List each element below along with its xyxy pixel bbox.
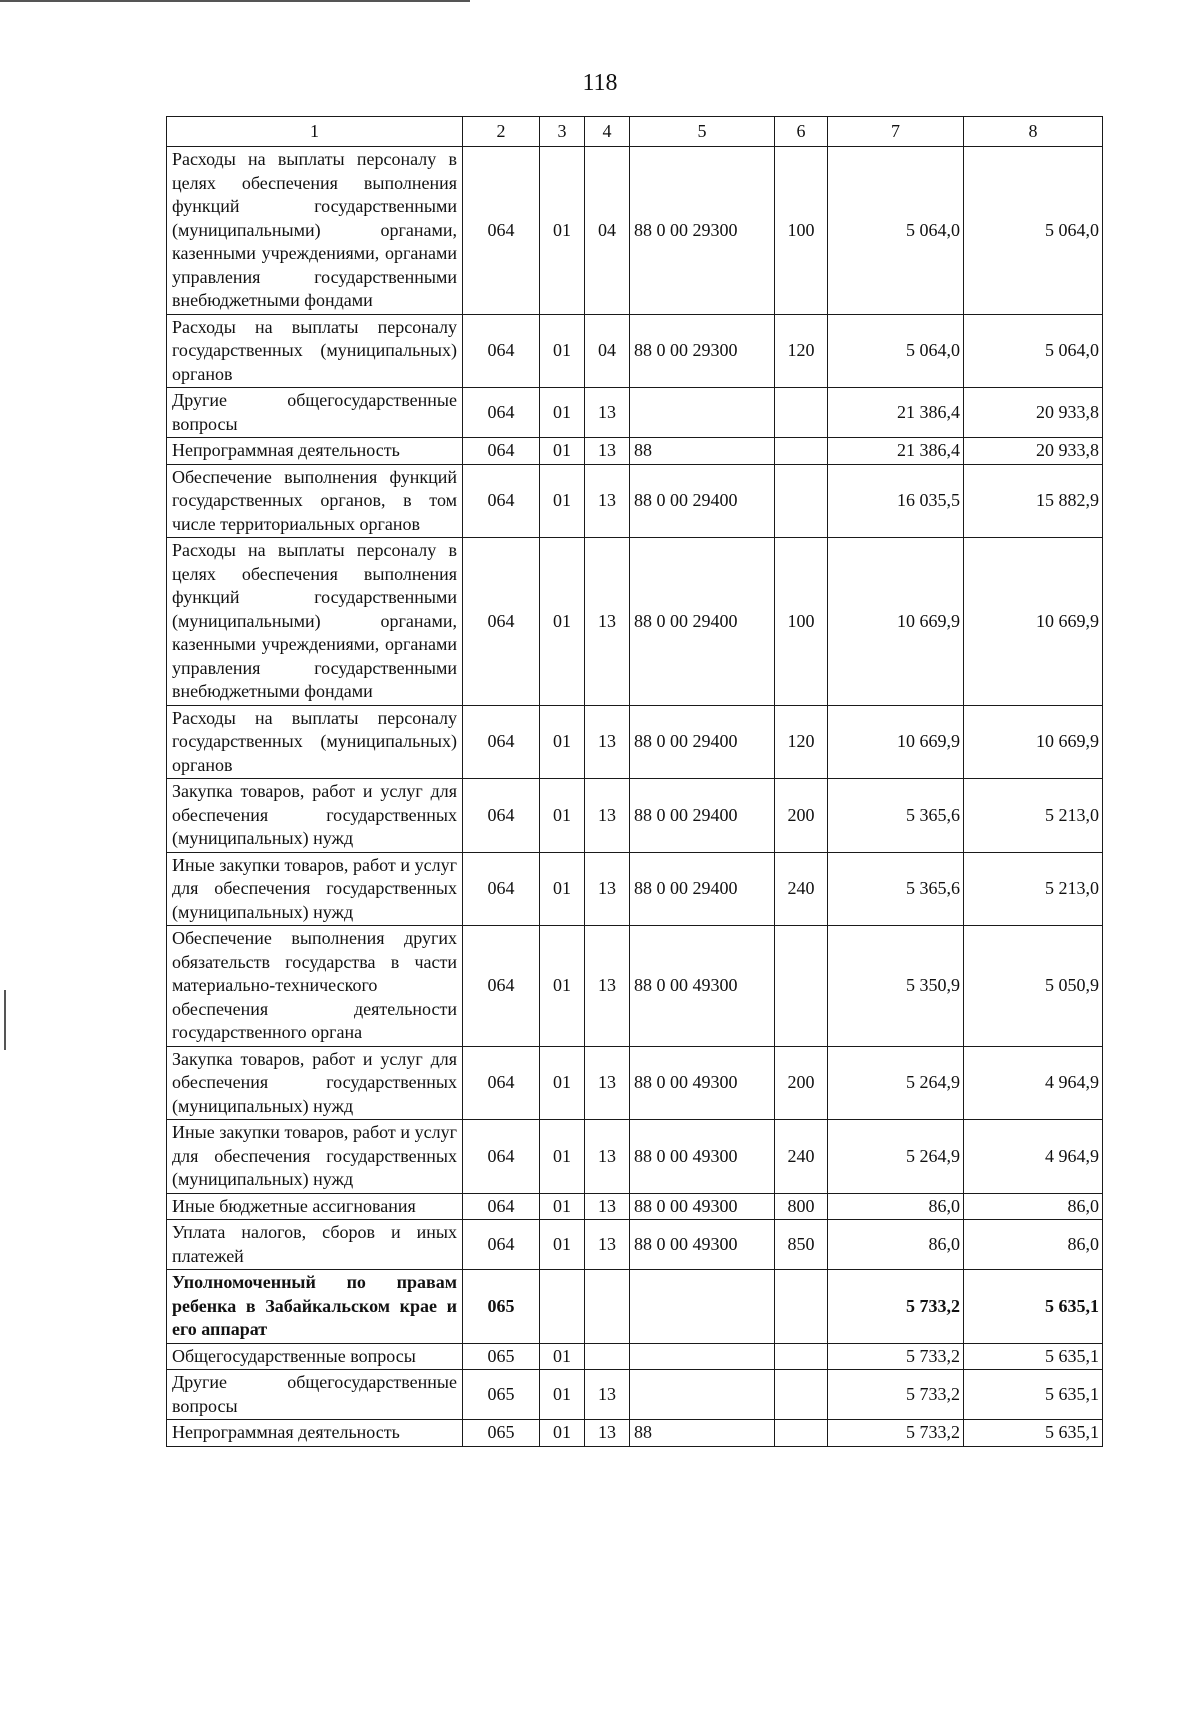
header-col-4: 4 [585, 117, 630, 147]
ministry-code-cell: 064 [463, 388, 540, 438]
target-article-cell [630, 1270, 775, 1344]
target-article-cell: 88 0 00 29400 [630, 538, 775, 706]
ministry-code-cell: 065 [463, 1343, 540, 1370]
subsection-code-cell: 13 [585, 1046, 630, 1120]
amount-col7-cell: 5 264,9 [828, 1046, 964, 1120]
header-col-8: 8 [964, 117, 1103, 147]
amount-col7-cell: 10 669,9 [828, 705, 964, 779]
table-row [167, 1270, 1103, 1344]
target-article-cell: 88 0 00 49300 [630, 926, 775, 1047]
section-code-cell: 01 [540, 147, 585, 315]
subsection-code-cell: 13 [585, 464, 630, 538]
expense-name-cell: Непрограммная деятельность [167, 1420, 463, 1447]
amount-col7-cell: 5 350,9 [828, 926, 964, 1047]
table-row [167, 314, 1103, 388]
expense-type-cell: 100 [775, 538, 828, 706]
amount-col8-cell: 5 213,0 [964, 779, 1103, 853]
section-code-cell: 01 [540, 1046, 585, 1120]
table-row [167, 779, 1103, 853]
expense-name-cell: Закупка товаров, работ и услуг для обеспечения государственных (муниципальных) нужд [167, 779, 463, 853]
ministry-code-cell: 064 [463, 1046, 540, 1120]
header-col-7: 7 [828, 117, 964, 147]
section-code-cell: 01 [540, 705, 585, 779]
table-row [167, 1120, 1103, 1194]
expense-type-cell: 200 [775, 1046, 828, 1120]
subsection-code-cell: 04 [585, 314, 630, 388]
section-code-cell: 01 [540, 926, 585, 1047]
section-code-cell: 01 [540, 1120, 585, 1194]
expense-name-cell: Уполномоченный по правам ребенка в Забайкальском крае и его аппарат [167, 1270, 463, 1344]
target-article-cell: 88 0 00 29400 [630, 705, 775, 779]
expense-name-cell: Иные закупки товаров, работ и услуг для обеспечения государственных (муниципальных) нужд [167, 1120, 463, 1194]
target-article-cell: 88 0 00 49300 [630, 1046, 775, 1120]
target-article-cell: 88 [630, 1420, 775, 1447]
subsection-code-cell: 13 [585, 705, 630, 779]
expense-name-cell: Расходы на выплаты персоналу в целях обеспечения выполнения функций государственными (муниципальными) органами, казенными учреждениями, органами управления государственными внебюджетными фондами [167, 538, 463, 706]
table-row [167, 705, 1103, 779]
ministry-code-cell: 064 [463, 926, 540, 1047]
expense-name-cell: Другие общегосударственные вопросы [167, 1370, 463, 1420]
amount-col7-cell: 5 733,2 [828, 1343, 964, 1370]
table-row [167, 147, 1103, 315]
subsection-code-cell: 13 [585, 852, 630, 926]
subsection-code-cell: 13 [585, 388, 630, 438]
ministry-code-cell: 064 [463, 852, 540, 926]
expense-type-cell: 240 [775, 852, 828, 926]
ministry-code-cell: 064 [463, 1120, 540, 1194]
section-code-cell: 01 [540, 1193, 585, 1220]
target-article-cell: 88 0 00 49300 [630, 1220, 775, 1270]
amount-col8-cell: 86,0 [964, 1193, 1103, 1220]
table-row [167, 388, 1103, 438]
amount-col8-cell: 10 669,9 [964, 705, 1103, 779]
header-col-2: 2 [463, 117, 540, 147]
section-code-cell: 01 [540, 438, 585, 465]
amount-col8-cell: 5 064,0 [964, 147, 1103, 315]
ministry-code-cell: 064 [463, 538, 540, 706]
expense-name-cell: Расходы на выплаты персоналу государственных (муниципальных) органов [167, 705, 463, 779]
expense-name-cell: Непрограммная деятельность [167, 438, 463, 465]
amount-col7-cell: 5 733,2 [828, 1270, 964, 1344]
amount-col8-cell: 5 064,0 [964, 314, 1103, 388]
expense-type-cell [775, 1343, 828, 1370]
header-col-6: 6 [775, 117, 828, 147]
expense-type-cell [775, 388, 828, 438]
expense-type-cell: 850 [775, 1220, 828, 1270]
subsection-code-cell: 13 [585, 538, 630, 706]
expense-type-cell [775, 1270, 828, 1344]
amount-col7-cell: 16 035,5 [828, 464, 964, 538]
target-article-cell: 88 0 00 29400 [630, 852, 775, 926]
ministry-code-cell: 064 [463, 438, 540, 465]
subsection-code-cell: 13 [585, 779, 630, 853]
expense-type-cell: 120 [775, 705, 828, 779]
expense-type-cell [775, 438, 828, 465]
table-row [167, 1343, 1103, 1370]
header-col-1: 1 [167, 117, 463, 147]
amount-col8-cell: 5 635,1 [964, 1420, 1103, 1447]
table-row [167, 464, 1103, 538]
target-article-cell: 88 [630, 438, 775, 465]
amount-col8-cell: 5 635,1 [964, 1343, 1103, 1370]
expense-name-cell: Расходы на выплаты персоналу в целях обеспечения выполнения функций государственными (муниципальными) органами, казенными учреждениями, органами управления государственными внебюджетными фондами [167, 147, 463, 315]
expense-name-cell: Другие общегосударственные вопросы [167, 388, 463, 438]
table-row [167, 1370, 1103, 1420]
subsection-code-cell: 13 [585, 926, 630, 1047]
expense-name-cell: Обеспечение выполнения других обязательств государства в части материально-технического обеспечения деятельности государственного органа [167, 926, 463, 1047]
section-code-cell [540, 1270, 585, 1344]
target-article-cell [630, 1370, 775, 1420]
section-code-cell: 01 [540, 538, 585, 706]
expense-type-cell: 200 [775, 779, 828, 853]
expense-type-cell [775, 926, 828, 1047]
expense-name-cell: Расходы на выплаты персоналу государственных (муниципальных) органов [167, 314, 463, 388]
header-col-5: 5 [630, 117, 775, 147]
amount-col8-cell: 5 213,0 [964, 852, 1103, 926]
table-row [167, 1046, 1103, 1120]
ministry-code-cell: 064 [463, 705, 540, 779]
expense-type-cell [775, 464, 828, 538]
subsection-code-cell: 13 [585, 1420, 630, 1447]
scan-edge-line-top [0, 0, 470, 2]
target-article-cell [630, 1343, 775, 1370]
amount-col7-cell: 5 264,9 [828, 1120, 964, 1194]
expense-type-cell [775, 1370, 828, 1420]
header-row [167, 117, 1103, 147]
section-code-cell: 01 [540, 314, 585, 388]
expense-type-cell: 800 [775, 1193, 828, 1220]
section-code-cell: 01 [540, 1420, 585, 1447]
amount-col8-cell: 4 964,9 [964, 1120, 1103, 1194]
target-article-cell: 88 0 00 29400 [630, 779, 775, 853]
amount-col8-cell: 86,0 [964, 1220, 1103, 1270]
expense-name-cell: Закупка товаров, работ и услуг для обеспечения государственных (муниципальных) нужд [167, 1046, 463, 1120]
ministry-code-cell: 065 [463, 1420, 540, 1447]
amount-col8-cell: 5 635,1 [964, 1270, 1103, 1344]
expense-type-cell: 120 [775, 314, 828, 388]
header-col-3: 3 [540, 117, 585, 147]
table-row [167, 438, 1103, 465]
section-code-cell: 01 [540, 1370, 585, 1420]
amount-col7-cell: 5 733,2 [828, 1370, 964, 1420]
subsection-code-cell [585, 1270, 630, 1344]
amount-col7-cell: 86,0 [828, 1193, 964, 1220]
ministry-code-cell: 064 [463, 314, 540, 388]
budget-table [166, 116, 1103, 1447]
target-article-cell: 88 0 00 29300 [630, 314, 775, 388]
subsection-code-cell [585, 1343, 630, 1370]
ministry-code-cell: 064 [463, 464, 540, 538]
ministry-code-cell: 064 [463, 1220, 540, 1270]
amount-col7-cell: 5 365,6 [828, 779, 964, 853]
table-row [167, 1220, 1103, 1270]
amount-col7-cell: 5 733,2 [828, 1420, 964, 1447]
section-code-cell: 01 [540, 852, 585, 926]
section-code-cell: 01 [540, 1220, 585, 1270]
target-article-cell [630, 388, 775, 438]
subsection-code-cell: 13 [585, 1193, 630, 1220]
subsection-code-cell: 13 [585, 1370, 630, 1420]
ministry-code-cell: 065 [463, 1270, 540, 1344]
table-row [167, 1420, 1103, 1447]
amount-col7-cell: 5 064,0 [828, 147, 964, 315]
subsection-code-cell: 13 [585, 1220, 630, 1270]
subsection-code-cell: 04 [585, 147, 630, 315]
table-row [167, 1193, 1103, 1220]
target-article-cell: 88 0 00 29400 [630, 464, 775, 538]
target-article-cell: 88 0 00 49300 [630, 1120, 775, 1194]
section-code-cell: 01 [540, 1343, 585, 1370]
table-row [167, 926, 1103, 1047]
expense-type-cell [775, 1420, 828, 1447]
target-article-cell: 88 0 00 49300 [630, 1193, 775, 1220]
target-article-cell: 88 0 00 29300 [630, 147, 775, 315]
subsection-code-cell: 13 [585, 438, 630, 465]
expense-name-cell: Иные закупки товаров, работ и услуг для обеспечения государственных (муниципальных) нужд [167, 852, 463, 926]
amount-col7-cell: 86,0 [828, 1220, 964, 1270]
amount-col7-cell: 5 064,0 [828, 314, 964, 388]
table-row [167, 852, 1103, 926]
amount-col7-cell: 10 669,9 [828, 538, 964, 706]
section-code-cell: 01 [540, 464, 585, 538]
amount-col8-cell: 5 050,9 [964, 926, 1103, 1047]
amount-col8-cell: 20 933,8 [964, 438, 1103, 465]
ministry-code-cell: 064 [463, 1193, 540, 1220]
table-row [167, 538, 1103, 706]
ministry-code-cell: 064 [463, 779, 540, 853]
section-code-cell: 01 [540, 388, 585, 438]
expense-name-cell: Обеспечение выполнения функций государственных органов, в том числе территориальных органов [167, 464, 463, 538]
scan-edge-line-left [4, 990, 6, 1050]
ministry-code-cell: 064 [463, 147, 540, 315]
table-body [167, 147, 1103, 1447]
expense-type-cell: 100 [775, 147, 828, 315]
amount-col8-cell: 10 669,9 [964, 538, 1103, 706]
expense-name-cell: Иные бюджетные ассигнования [167, 1193, 463, 1220]
section-code-cell: 01 [540, 779, 585, 853]
amount-col7-cell: 5 365,6 [828, 852, 964, 926]
amount-col8-cell: 4 964,9 [964, 1046, 1103, 1120]
amount-col7-cell: 21 386,4 [828, 388, 964, 438]
expense-name-cell: Общегосударственные вопросы [167, 1343, 463, 1370]
subsection-code-cell: 13 [585, 1120, 630, 1194]
amount-col8-cell: 20 933,8 [964, 388, 1103, 438]
expense-type-cell: 240 [775, 1120, 828, 1194]
amount-col7-cell: 21 386,4 [828, 438, 964, 465]
amount-col8-cell: 5 635,1 [964, 1370, 1103, 1420]
expense-name-cell: Уплата налогов, сборов и иных платежей [167, 1220, 463, 1270]
amount-col8-cell: 15 882,9 [964, 464, 1103, 538]
page-number: 118 [582, 70, 618, 96]
ministry-code-cell: 065 [463, 1370, 540, 1420]
